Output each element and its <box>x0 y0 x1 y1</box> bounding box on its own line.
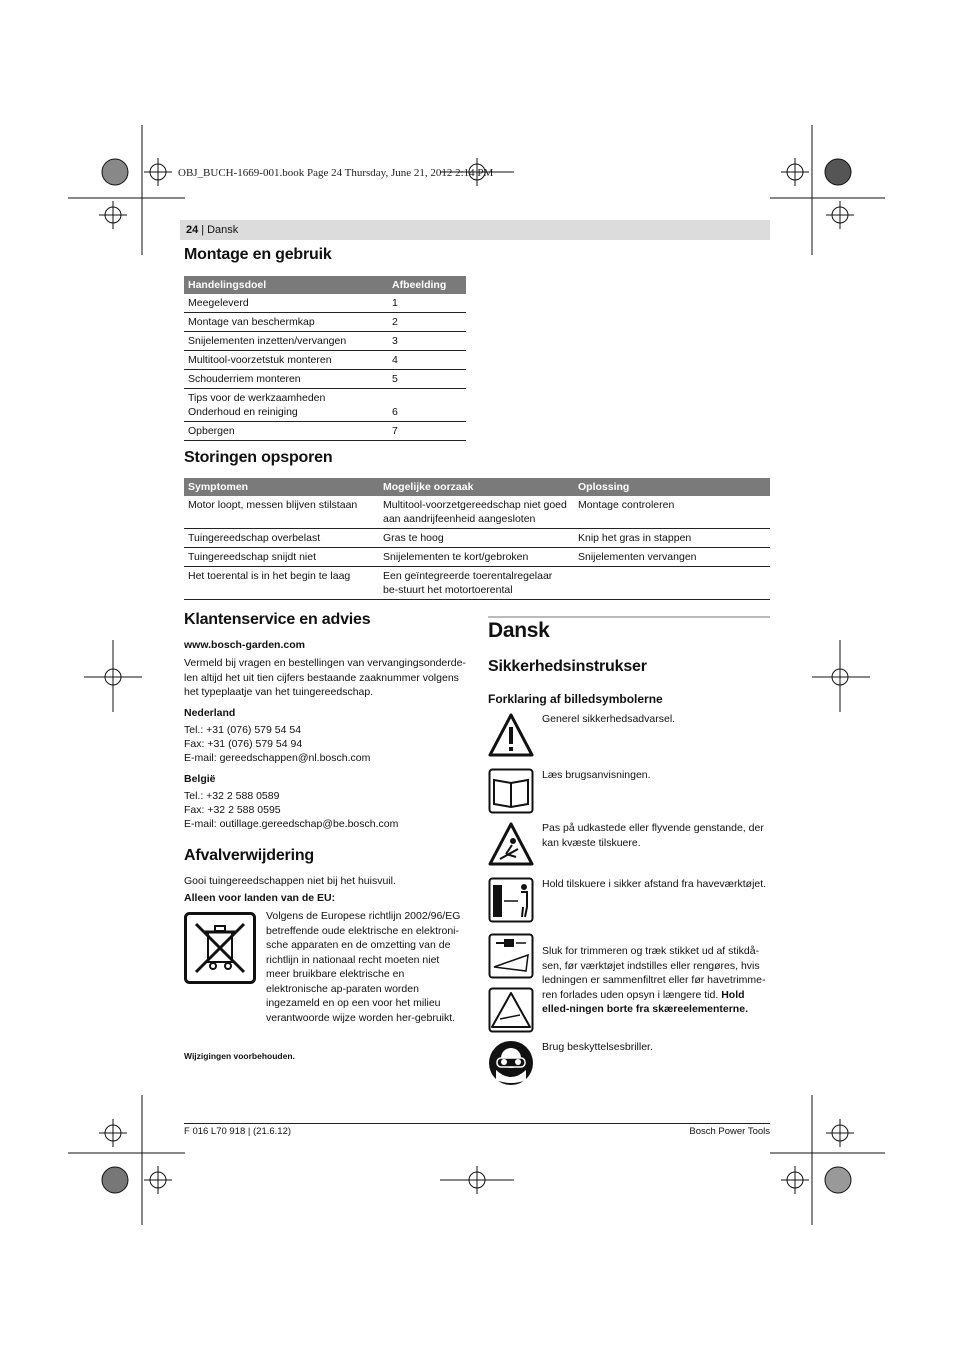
table-header: Symptomen <box>184 478 379 496</box>
table-cell: Schouderriem monteren <box>184 370 388 389</box>
table-row <box>184 422 466 441</box>
table-cell: Snijelementen inzetten/vervangen <box>184 332 388 351</box>
table-cell: 7 <box>388 422 466 441</box>
symbol-text <box>542 944 774 1017</box>
table-cell: Tuingereedschap snijdt niet <box>184 548 379 567</box>
table-row <box>184 332 466 351</box>
table-row <box>184 389 466 422</box>
be-tel: Tel.: +32 2 588 0589 <box>184 790 280 802</box>
table-header: Handelingsdoel <box>184 276 388 294</box>
dansk-title: Dansk <box>488 619 550 642</box>
table-row <box>184 370 466 389</box>
table-cell <box>574 567 770 600</box>
be-fax: Fax: +32 2 588 0595 <box>184 804 281 816</box>
table-cell: Multitool-voorzetgereedschap niet goed aan aandrijfeenheid aangesloten <box>379 496 574 529</box>
afval-title: Afvalverwijdering <box>184 847 314 864</box>
symbol-text: Læs brugsanvisningen. <box>542 769 651 781</box>
section-divider <box>488 616 770 618</box>
table-header: Afbeelding <box>388 276 466 294</box>
table-cell <box>388 389 466 422</box>
afval-line: Gooi tuingereedschappen niet bij het huisvuil. <box>184 875 396 887</box>
warning-triangle-icon <box>488 712 534 758</box>
service-intro: Vermeld bij vragen en bestellingen van vervangingsonderde-len altijd het uit tien cijfers bestaande zaaknummer volgens het typeplaatje van het tuingereedschap. <box>184 657 466 698</box>
changes-note: Wijzigingen voorbehouden. <box>184 1051 295 1061</box>
table-cell: Motor loopt, messen blijven stilstaan <box>184 496 379 529</box>
table-cell: Het toerental is in het begin te laag <box>184 567 379 600</box>
page-language: Dansk <box>207 224 239 236</box>
table-cell: Multitool-voorzetstuk monteren <box>184 351 388 370</box>
symbol-text: Brug beskyttelsesbriller. <box>542 1041 653 1053</box>
symbol-text: Pas på udkastede eller flyvende genstande, der kan kvæste tilskuere. <box>542 822 764 849</box>
table-cell: Gras te hoog <box>379 529 574 548</box>
eu-text: Volgens de Europese richtlijn 2002/96/EG betreffende oude elektrische en elektroni-sche apparaten en de omzetting van de richtlijn in nationaal recht moeten niet meer bruikbare elektrische en elektronische ap-paraten worden ingezameld en op een voor het milieu verantwoorde wijze worden her-gebruikt. <box>266 910 461 1024</box>
cell-line: Onderhoud en reiniging <box>188 406 298 418</box>
page-header-bar: 24 | Dansk <box>180 220 770 240</box>
table-cell: Montage van beschermkap <box>184 313 388 332</box>
sikkerhed-title: Sikkerhedsinstrukser <box>488 658 647 675</box>
montage-title: Montage en gebruik <box>184 246 332 263</box>
cell-line: Tips voor de werkzaamheden <box>188 392 326 404</box>
nl-fax: Fax: +31 (076) 579 54 94 <box>184 738 303 750</box>
table-row <box>184 313 466 332</box>
print-header: OBJ_BUCH-1669-001.book Page 24 Thursday, June 21, 2012 2:14 PM <box>178 167 494 179</box>
montage-table <box>184 276 466 441</box>
symbol-text: Hold tilskuere i sikker afstand fra haveværktøjet. <box>542 878 767 890</box>
manual-book-icon <box>488 768 534 814</box>
table-cell <box>184 389 388 422</box>
unplug-icon <box>488 987 534 1033</box>
table-cell: 1 <box>388 294 466 313</box>
eu-label: Alleen voor landen van de EU: <box>184 892 336 904</box>
table-cell: 3 <box>388 332 466 351</box>
footer-doc-code: F 016 L70 918 | (21.6.12) <box>184 1126 292 1137</box>
storingen-table <box>184 478 770 600</box>
safety-goggles-icon <box>488 1040 534 1086</box>
unplug-icon <box>488 933 534 979</box>
symbols-heading: Forklaring af billedsymbolerne <box>488 692 663 706</box>
symbol-text-bold: Hold elled-ningen borte fra skæreelementerne. <box>542 988 748 1015</box>
table-cell: Knip het gras in stappen <box>574 529 770 548</box>
klantenservice-title: Klantenservice en advies <box>184 611 371 628</box>
keep-distance-icon <box>488 877 534 923</box>
symbol-row <box>488 933 773 1033</box>
storingen-title: Storingen opsporen <box>184 449 333 466</box>
table-header: Mogelijke oorzaak <box>379 478 574 496</box>
table-cell: Montage controleren <box>574 496 770 529</box>
table-header: Oplossing <box>574 478 770 496</box>
table-row <box>184 294 466 313</box>
table-cell: 5 <box>388 370 466 389</box>
flying-objects-icon <box>488 821 534 867</box>
service-url-link[interactable]: www.bosch-garden.com <box>184 639 305 651</box>
symbol-text-main: Sluk for trimmeren og træk stikket ud af stikdå-sen, før værktøjet indstilles eller rengøres, hvis ledningen er sammenfiltret eller før havetrimme-ren forlades uden opsyn i længere tid. <box>542 945 766 1001</box>
country-nederland: Nederland <box>184 707 236 719</box>
nl-email: E-mail: gereedschappen@nl.bosch.com <box>184 752 371 764</box>
page-number: 24 <box>186 224 199 236</box>
country-belgie: België <box>184 773 216 785</box>
table-cell: Snijelementen te kort/gebroken <box>379 548 574 567</box>
table-row <box>184 529 770 548</box>
cell-line: 6 <box>392 406 398 418</box>
nl-tel: Tel.: +31 (076) 579 54 54 <box>184 724 302 736</box>
table-row <box>184 567 770 600</box>
table-row <box>184 351 466 370</box>
table-cell: Snijelementen vervangen <box>574 548 770 567</box>
table-cell: Opbergen <box>184 422 388 441</box>
symbol-text: Generel sikkerhedsadvarsel. <box>542 713 676 725</box>
table-cell: Tuingereedschap overbelast <box>184 529 379 548</box>
table-row <box>184 548 770 567</box>
table-cell: Een geïntegreerde toerentalregelaar be-stuurt het motortoerental <box>379 567 574 600</box>
table-cell: 4 <box>388 351 466 370</box>
table-cell: Meegeleverd <box>184 294 388 313</box>
table-row <box>184 496 770 529</box>
footer-rule <box>184 1123 770 1124</box>
be-email: E-mail: outillage.gereedschap@be.bosch.com <box>184 818 399 830</box>
weee-bin-icon <box>184 912 256 984</box>
table-cell: 2 <box>388 313 466 332</box>
footer-brand: Bosch Power Tools <box>689 1126 770 1137</box>
